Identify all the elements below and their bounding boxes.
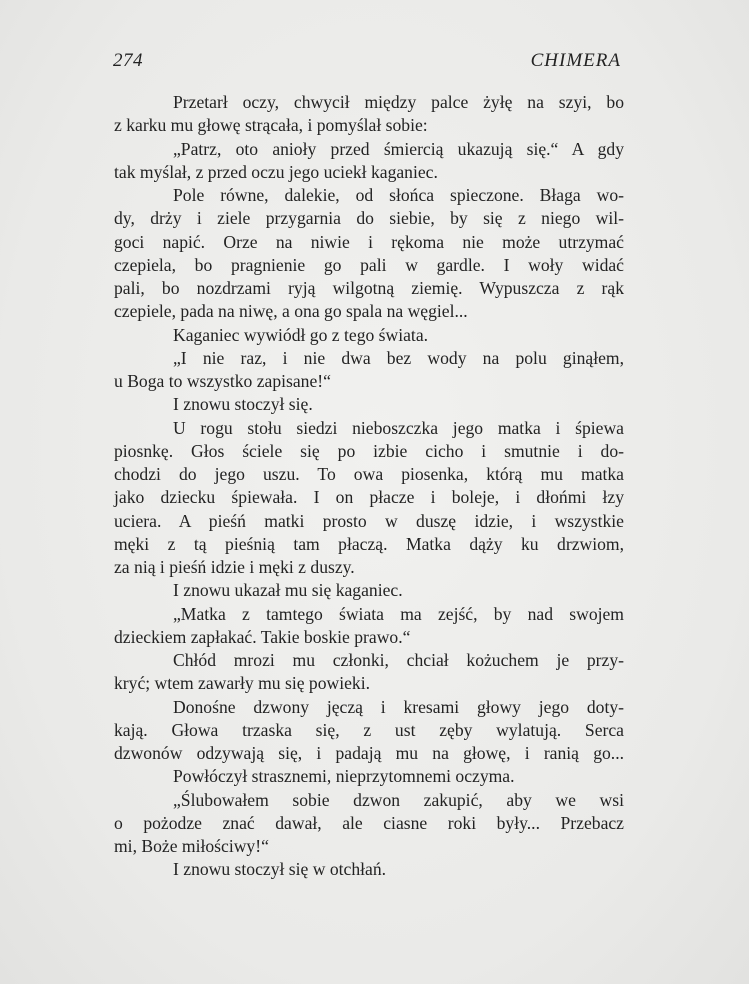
text-line: Kaganiec wywiódł go z tego świata. [173, 324, 429, 345]
text-line: dzieckiem zapłakać. Takie boskie prawo.“ [114, 626, 411, 647]
text-line: z karku mu głowę strącała, i pomyślał sobie: [114, 115, 428, 136]
text-line: jako dziecku śpiewała. I on płacze i boleje, i dłońmi łzy [114, 487, 624, 508]
text-line: piosnkę. Głos ściele się po izbie cicho i smutnie i do- [114, 440, 624, 461]
text-line: Donośne dzwony jęczą i kresami głowy jego doty- [173, 696, 624, 717]
text-line: pali, bo nozdrzami ryją wilgotną ziemię. Wypuszcza z rąk [114, 278, 624, 298]
text-line: Przetarł oczy, chwycił między palce żyłę na szyi, bo [173, 92, 624, 112]
text-line: za nią i pieśń idzie i męki z duszy. [114, 557, 355, 577]
text-line: „Ślubowałem sobie dzwon zakupić, aby we wsi [173, 789, 624, 810]
text-line: męki z tą pieśnią tam płaczą. Matka dąży ku drzwiom, [114, 533, 624, 554]
text-line: mi, Boże miłościwy!“ [114, 836, 269, 856]
text-line: I znowu stoczył się w otchłań. [173, 859, 387, 880]
text-line: u Boga to wszystko zapisane!“ [114, 371, 331, 391]
text-line: dzwonów odzywają się, i padają mu na głowę, i ranią go... [114, 743, 624, 763]
text-line: U rogu stołu siedzi nieboszczka jego matka i śpiewa [173, 417, 624, 438]
text-line: I znowu stoczył się. [173, 394, 313, 415]
text-line: „Patrz, oto anioły przed śmiercią ukazują się.“ A gdy [173, 138, 624, 159]
text-line: chodzi do jego uszu. To owa piosenka, którą mu matka [114, 464, 624, 484]
text-line: I znowu ukazał mu się kaganiec. [173, 580, 403, 601]
text-line: Chłód mrozi mu członki, chciał kożuchem je przy- [173, 650, 624, 670]
text-line: dy, drży i ziele przygarnia do siebie, by się z niego wil- [114, 208, 624, 229]
text-line: o pożodze znać dawał, ale ciasne roki były... Przebacz [114, 812, 624, 833]
text-line: goci napić. Orze na niwie i rękoma nie może utrzymać [114, 231, 624, 252]
text-line: „I nie raz, i nie dwa bez wody na polu ginąłem, [173, 347, 624, 368]
text-line: „Matka z tamtego świata ma zejść, by nad swojem [173, 603, 624, 624]
text-line: kają. Głowa trzaska się, z ust zęby wylatują. Serca [114, 719, 624, 740]
text-line: uciera. A pieśń matki prosto w duszę idzie, i wszystkie [114, 510, 624, 531]
page-number: 274 [113, 50, 143, 71]
text-line: kryć; wtem zawarły mu się powieki. [114, 673, 371, 694]
running-title: CHIMERA [530, 50, 621, 71]
text-line: czepiela, bo pragnienie go pali w gardle. I woły widać [114, 254, 624, 275]
text-line: Pole równe, dalekie, od słońca spieczone. Błaga wo- [173, 185, 624, 205]
text-line: czepiele, pada na niwę, a ona go spala na węgiel... [114, 301, 468, 322]
text-line: tak myślał, z przed oczu jego uciekł kaganiec. [114, 161, 438, 182]
body-text [114, 91, 624, 882]
text-line: Powłóczył strasznemi, nieprzytomnemi oczyma. [173, 766, 515, 787]
